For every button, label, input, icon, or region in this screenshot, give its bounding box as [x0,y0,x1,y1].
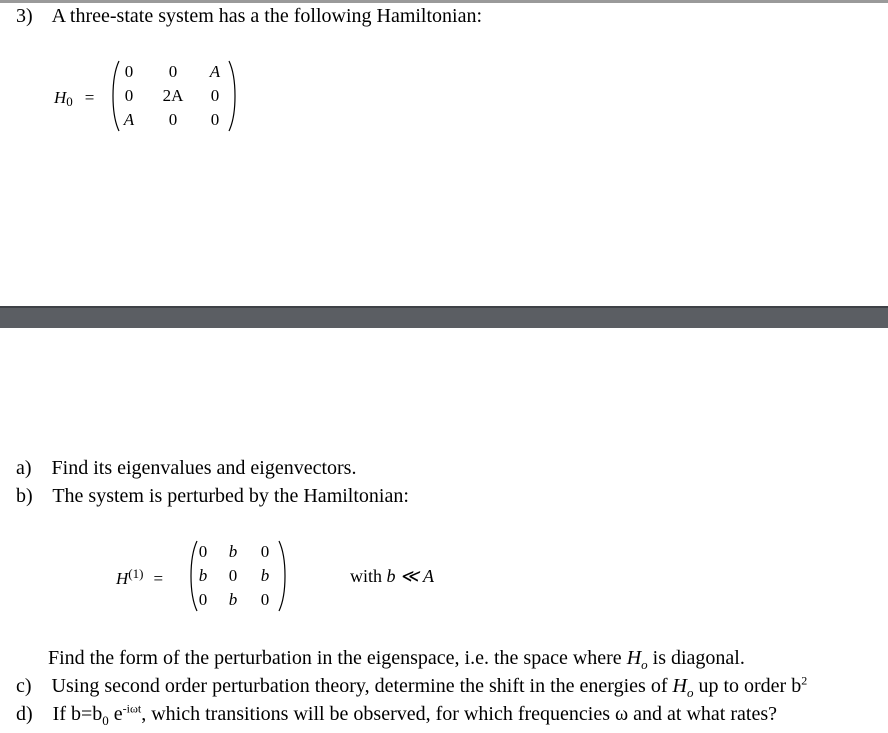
section-divider-band [0,306,888,328]
h1-label [116,566,163,589]
part-c-power: 2 [801,673,808,688]
part-d-exp: -iωt [122,701,142,716]
part-b-text: The system is perturbed by the Hamiltonian: [52,485,409,507]
eigenspace-h-subscript: o [641,657,648,672]
part-d [16,702,777,733]
h1-cell: 0 [198,590,208,609]
h1-cell: b [260,566,270,585]
h1-cell: b [228,590,238,609]
h1-cell: 0 [228,566,238,585]
problem-statement: A three-state system has a the following Hamiltonian: [51,5,483,27]
eigenspace-text-before: Find the form of the perturbation in the eigenspace, i.e. the space where [48,647,627,669]
part-c-h-symbol: H [672,675,687,697]
h1-superscript: (1) [128,566,144,581]
part-d-text-mid: e [108,703,123,725]
h1-condition [350,566,434,587]
condition-expr: b ≪ A [386,566,435,586]
h0-cell: 0 [210,86,220,105]
h0-matrix [110,60,238,132]
h1-cell: b [198,566,208,585]
eigenspace-text-after: is diagonal. [647,647,745,669]
part-b-label: b) [16,485,33,507]
h0-equals: = [84,88,95,107]
h0-label [54,88,94,112]
problem-heading [16,4,482,28]
h0-cell: A [209,62,221,81]
h1-equals: = [153,569,164,588]
part-c [16,674,807,705]
part-c-text-before: Using second order perturbation theory, determine the shift in the energies of [51,675,673,697]
part-c-text-after: up to order b [693,675,802,697]
part-c-label: c) [16,675,32,697]
eigenspace-h-symbol: H [626,647,642,669]
h1-symbol: H [116,569,129,588]
h0-cell: 0 [210,110,220,129]
h0-cell: A [123,110,135,129]
h1-cell: 0 [260,542,270,561]
part-a-text: Find its eigenvalues and eigenvectors. [51,457,357,479]
h1-cell: 0 [260,590,270,609]
top-border [0,0,888,3]
part-d-label: d) [16,703,33,725]
part-d-sub: 0 [102,713,109,728]
h0-cell: 2A [162,86,184,105]
h0-cell: 0 [124,62,134,81]
h0-symbol: H [54,88,67,107]
h0-cell: 0 [168,110,178,129]
h1-cell: b [228,542,238,561]
part-a-label: a) [16,457,32,479]
condition-prefix: with [350,566,383,586]
h1-cell: 0 [198,542,208,561]
h0-subscript: 0 [66,94,73,109]
part-a [16,456,356,480]
h0-cell: 0 [124,86,134,105]
part-d-text-before: If b=b [52,703,103,725]
h1-matrix [188,540,288,612]
eigenspace-text [48,646,745,677]
h0-cell: 0 [168,62,178,81]
part-d-text-after: , which transitions will be observed, for which frequencies ω and at what rates? [141,703,777,725]
part-b [16,484,409,508]
problem-number: 3) [16,5,33,27]
part-c-h-subscript: o [686,685,694,700]
